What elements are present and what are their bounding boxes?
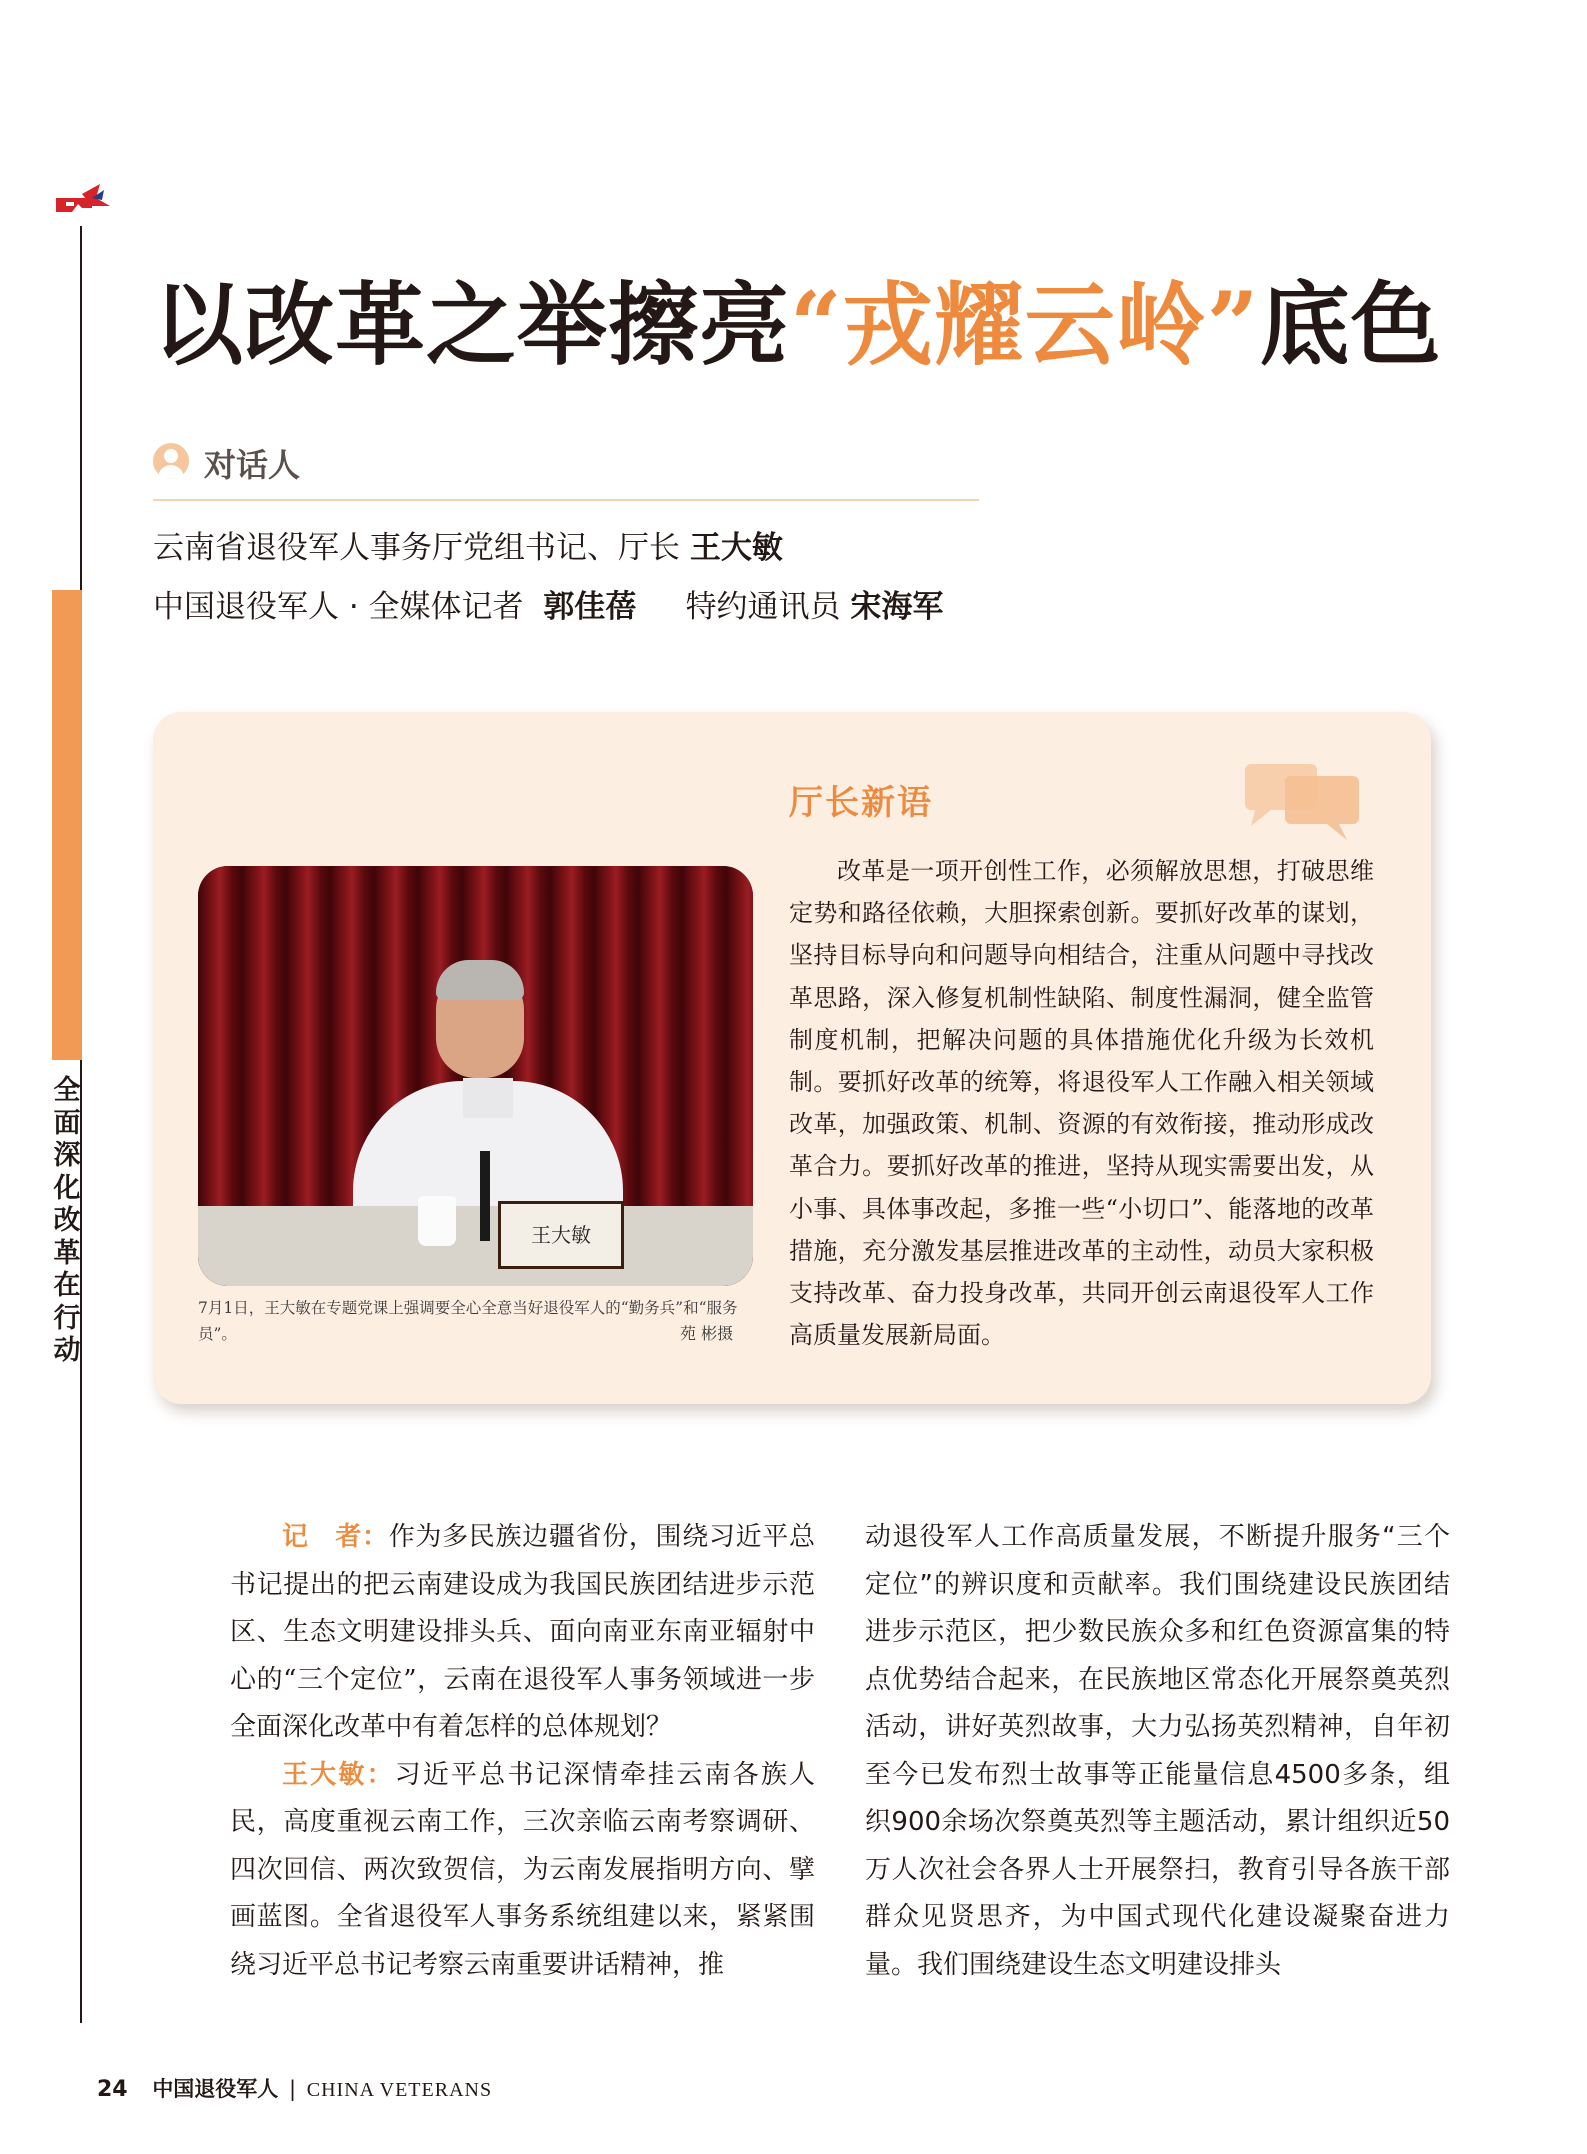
article-title (153, 272, 1442, 378)
page-number: 24 (97, 2077, 128, 2102)
interviewee-name: 王大敏 (689, 530, 783, 566)
quote-title: 厅长新语 (789, 783, 933, 823)
interviewee-credit (153, 522, 783, 567)
reporter-name: 郭佳蓓 (543, 589, 637, 625)
speech-bubbles-icon (1243, 760, 1363, 842)
answer-speaker: 王大敏： (282, 1759, 395, 1790)
correspondent-name: 宋海军 (850, 589, 944, 625)
correspondent-role: 特约通讯员 (685, 589, 841, 625)
magazine-english-name: CHINA VETERANS (306, 2079, 493, 2101)
body-column-right (865, 1514, 1450, 1989)
body-column-left (230, 1514, 815, 1989)
page-footer (97, 2073, 492, 2103)
interviewee-role: 云南省退役军人事务厅党组书记、厅长 (153, 530, 680, 566)
question-text: 作为多民族边疆省份，围绕习近平总书记提出的把云南建设成为我国民族团结进步示范区、生态文明建设排头兵、面向南亚东南亚辐射中心的“三个定位”，云南在退役军人事务领域进一步全面深化改革中有着怎样的总体规划？ (230, 1522, 815, 1742)
quote-text: 改革是一项开创性工作，必须解放思想，打破思维定势和路径依赖，大胆探索创新。要抓好改革的谋划，坚持目标导向和问题导向相结合，注重从问题中寻找改革思路，深入修复机制性缺陷、制度性漏洞，健全监管制度机制，把解决问题的具体措施优化升级为长效机制。要抓好改革的统筹，将退役军人工作融入相关领域改革，加强政策、机制、资源的有效衔接，推动形成改革合力。要抓好改革的推进，坚持从现实需要出发，从小事、具体事改起，多推一些“小切口”、能落地的改革措施，充分激发基层推进改革的主动性，动员大家积极支持改革、奋力投身改革，共同开创云南退役军人工作高质量发展新局面。 (789, 857, 1374, 1350)
answer-continued: 动退役军人工作高质量发展，不断提升服务“三个定位”的辨识度和贡献率。我们围绕建设民族团结进步示范区，把少数民族众多和红色资源富集的特点优势结合起来，在民族地区常态化开展祭奠英烈活动，讲好英烈故事，大力弘扬英烈精神，自年初至今已发布烈士故事等正能量信息4500多条，组织900余场次祭奠英烈等主题活动，累计组织近50万人次社会各界人士开展祭扫，教育引导各族干部群众见贤思齐，为中国式现代化建设凝聚奋进力量。我们围绕建设生态文明建设排头 (865, 1522, 1450, 1980)
section-color-bar (52, 590, 82, 1060)
divider (153, 499, 979, 501)
title-part: 底色 (1259, 272, 1442, 378)
dialogue-heading: 对话人 (204, 446, 301, 484)
footer-separator: | (289, 2077, 297, 2101)
section-label: 全面深化改革在行动 (53, 1075, 81, 1366)
title-part: 以改革之举擦亮 (153, 272, 790, 378)
photo-credit: 苑 彬摄 (680, 1324, 734, 1343)
photo-caption: 7月1日，王大敏在专题党课上强调要全心全意当好退役军人的“勤务兵”和“服务员”。 (198, 1299, 738, 1343)
answer-paragraph (230, 1752, 815, 1990)
portrait-photo (198, 866, 753, 1286)
question-speaker: 记 者： (282, 1522, 389, 1552)
title-highlight: “戎耀云岭” (790, 272, 1260, 378)
magazine-logo-icon (52, 180, 112, 220)
question-paragraph (230, 1514, 815, 1752)
person-icon (153, 443, 189, 479)
reporter-credit (153, 581, 943, 626)
magazine-name: 中国退役军人 (152, 2077, 279, 2101)
nameplate: 王大敏 (498, 1201, 624, 1269)
answer-text: 习近平总书记深情牵挂云南各族人民，高度重视云南工作，三次亲临云南考察调研、四次回信、两次致贺信，为云南发展指明方向、擘画蓝图。全省退役军人事务系统组建以来，紧紧围绕习近平总书记考察云南重要讲话精神，推 (230, 1759, 815, 1980)
reporter-role: 中国退役军人 · 全媒体记者 (153, 589, 524, 625)
